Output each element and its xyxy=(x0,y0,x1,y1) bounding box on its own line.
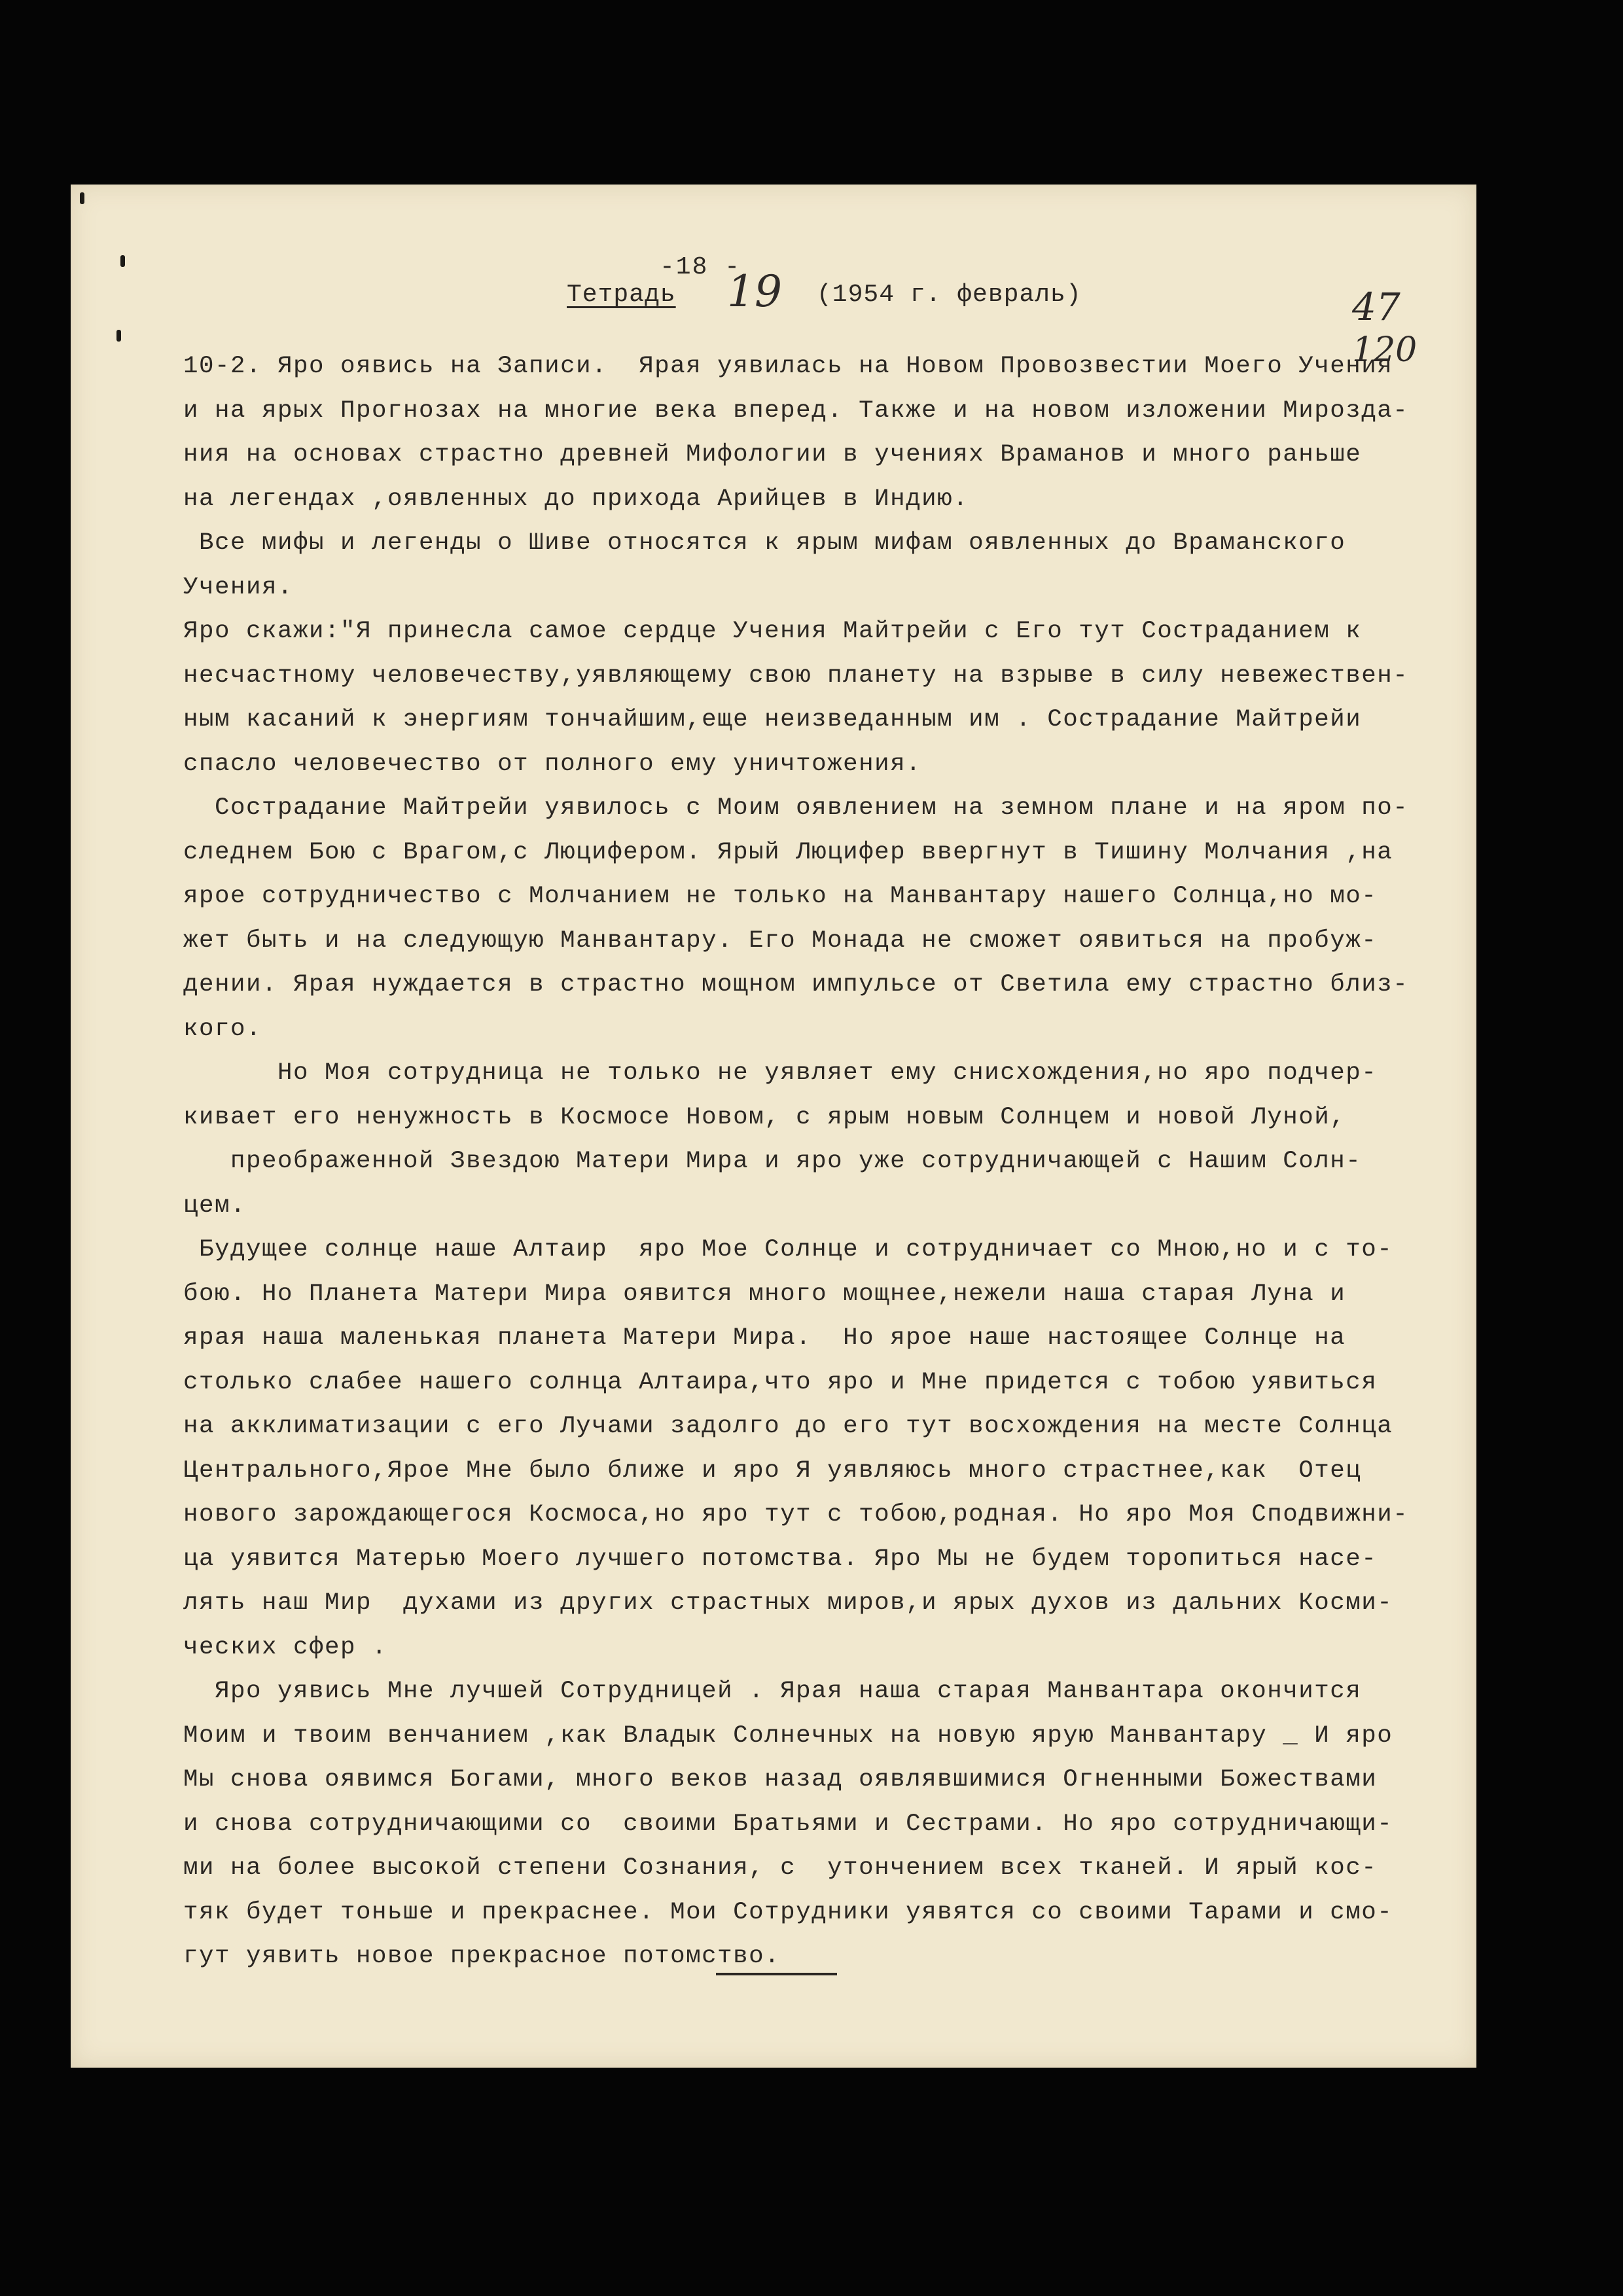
text-line: несчастному человечеству,уявляющему свою планету на взрыве в силу невежествен- xyxy=(183,662,1409,690)
text-line: Мы снова оявимся Богами, много веков назад оявлявшимися Огненными Божествами xyxy=(183,1766,1378,1793)
text-line: ческих сфер . xyxy=(183,1633,388,1661)
text-line: и на ярых Прогнозах на многие века вперед. Также и на новом изложении Мирозда- xyxy=(183,397,1409,425)
text-line: ярая наша маленькая планета Матери Мира. Но ярое наше настоящее Солнце на xyxy=(183,1324,1346,1352)
text-line: ярое сотрудничество с Молчанием не только на Манвантару нашего Солнца,но мо- xyxy=(183,883,1378,910)
text-line: Центрального,Ярое Мне было ближе и яро Я уявляюсь много страстнее,как Отец xyxy=(183,1457,1362,1485)
notebook-number: 19 xyxy=(727,266,782,317)
punch-hole xyxy=(80,192,84,204)
archive-number-top: 47 xyxy=(1352,285,1400,329)
text-line: лять наш Мир духами из других страстных миров,и ярых духов из дальних Косми- xyxy=(183,1589,1393,1617)
text-line: на легендах ,оявленных до прихода Арийцев в Индию. xyxy=(183,485,969,513)
text-line: ми на более высокой степени Сознания, с утончением всех тканей. И ярый кос- xyxy=(183,1854,1378,1882)
text-line: и снова сотрудничающими со своими Братьями и Сестрами. Но яро сотрудничающи- xyxy=(183,1810,1393,1838)
text-line: Яро скажи:"Я принесла самое сердце Учения Майтрейи с Его тут Состраданием к xyxy=(183,618,1378,645)
archive-number-bottom: 120 xyxy=(1352,330,1418,370)
text-line: бою. Но Планета Матери Мира оявится много мощнее,нежели наша старая Луна и xyxy=(183,1280,1346,1308)
text-line: спасло человечество от полного ему уничтожения. xyxy=(183,750,922,778)
notebook-date: (1954 г. февраль) xyxy=(817,281,1082,309)
text-line: Будущее солнце наше Алтаир яро Мое Солнце и сотрудничает со Мною,но и с то- xyxy=(183,1236,1393,1263)
text-line: Но Моя сотрудница не только не уявляет ему снисхождения,но яро подчер- xyxy=(183,1059,1378,1087)
text-line: Все мифы и легенды о Шиве относятся к ярым мифам оявленных до Враманского xyxy=(183,529,1346,557)
notebook-label: Тетрадь xyxy=(567,281,676,309)
page-number: -18 - xyxy=(660,253,741,281)
text-line: цем. xyxy=(183,1192,247,1220)
text-line: нового зарождающегося Космоса,но яро тут с тобою,родная. Но яро Моя Сподвижни- xyxy=(183,1501,1409,1528)
text-line: жет быть и на следующую Манвантару. Его Монада не сможет оявиться на пробуж- xyxy=(183,927,1378,955)
text-line: Яро уявись Мне лучшей Сотрудницей . Ярая наша старая Манвантара окончится xyxy=(183,1678,1362,1705)
text-line: кивает его ненужность в Космосе Новом, с ярым новым Солнцем и новой Луной, xyxy=(183,1103,1346,1131)
text-line: преображенной Звездою Матери Мира и яро уже сотрудничающей с Нашим Солн- xyxy=(183,1148,1362,1175)
text-line: ца уявится Матерью Моего лучшего потомства. Яро Мы не будем торопиться насе- xyxy=(183,1545,1378,1573)
text-line: столько слабее нашего солнца Алтаира,что яро и Мне придется с тобою уявиться xyxy=(183,1368,1378,1396)
closing-rule xyxy=(716,1973,837,1975)
text-line: дении. Ярая нуждается в страстно мощном импульсе от Светила ему страстно близ- xyxy=(183,971,1409,998)
document-page xyxy=(71,185,1476,2068)
text-line: следнем Бою с Врагом,с Люцифером. Ярый Люцифер ввергнут в Тишину Молчания ,на xyxy=(183,838,1393,866)
text-line: Учения. xyxy=(183,573,294,601)
text-line: ния на основах страстно древней Мифологии в учениях Враманов и много раньше xyxy=(183,441,1362,468)
text-line: 10-2. Яро оявись на Записи. Ярая уявилась на Новом Провозвестии Моего Учения xyxy=(183,353,1393,380)
text-line: на акклиматизации с его Лучами задолго до его тут восхождения на месте Солнца xyxy=(183,1413,1393,1440)
text-line: ным касаний к энергиям тончайшим,еще неизведанным им . Сострадание Майтрейи xyxy=(183,706,1362,733)
document-body xyxy=(183,345,1466,1979)
text-line: Моим и твоим венчанием ,как Владык Солнечных на новую ярую Манвантару _ И яро xyxy=(183,1722,1393,1750)
text-line: Сострадание Майтрейи уявилось с Моим оявлением на земном плане и на яром по- xyxy=(183,794,1409,822)
text-line: тяк будет тоньше и прекраснее. Мои Сотрудники уявятся со своими Тарами и смо- xyxy=(183,1898,1393,1926)
text-line: кого. xyxy=(183,1015,262,1043)
text-line: гут уявить новое прекрасное потомство. xyxy=(183,1943,781,1970)
